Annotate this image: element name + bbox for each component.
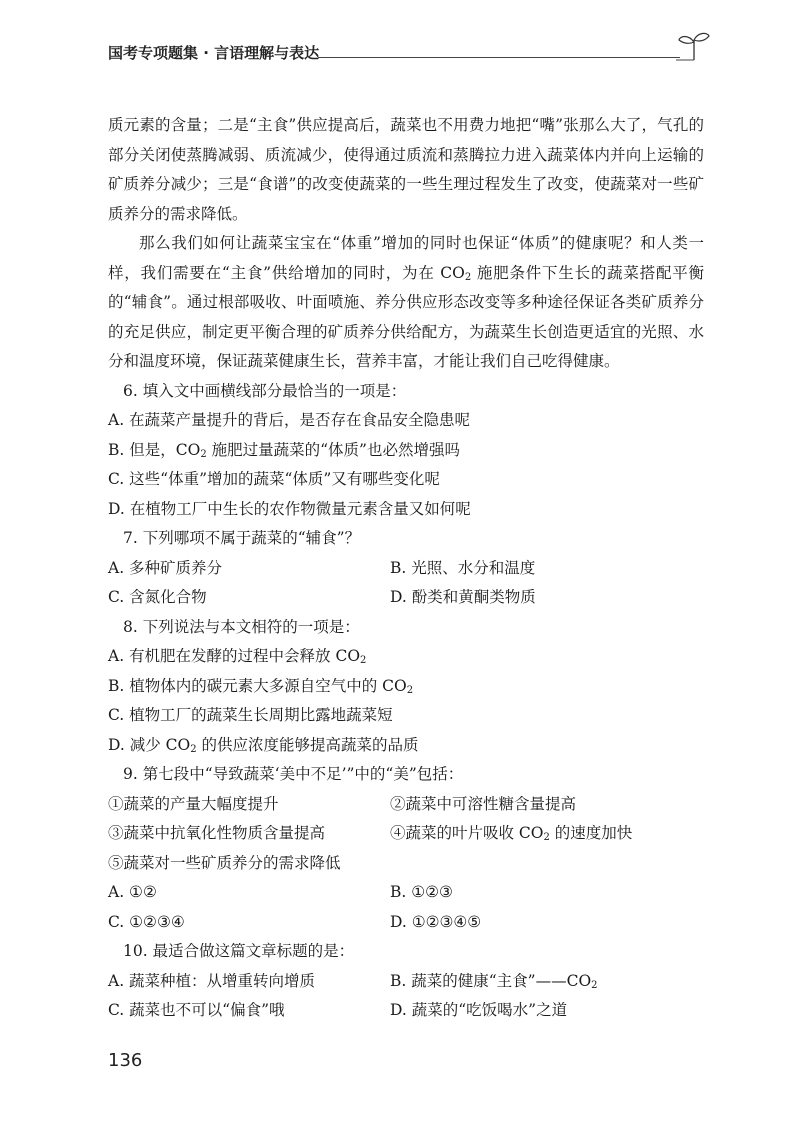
q6-option-b <box>108 436 704 466</box>
sprout-icon <box>676 30 712 62</box>
q8-b-pre: B. 植物体内的碳元素大多源自空气中的 CO <box>108 676 407 695</box>
q10-row-1 <box>108 967 704 997</box>
q10-option-b <box>390 967 672 997</box>
q9-s4-post: 的速度加快 <box>549 824 633 842</box>
q9-statement-5: ⑤蔬菜对一些矿质养分的需求降低 <box>108 853 341 872</box>
q6-option-a: A. 在蔬菜产量提升的背后，是否存在食品安全隐患呢 <box>108 411 471 429</box>
passage-paragraph-2 <box>108 229 704 377</box>
q10-option-c: C. 蔬菜也不可以“偏食”哦 <box>108 1001 285 1019</box>
q7-option-a: A. 多种矿质养分 <box>108 558 223 577</box>
q9-option-d: D. ①②③④⑤ <box>390 912 482 931</box>
q8-option-d <box>108 731 704 761</box>
q8-a-sub: 2 <box>360 655 367 666</box>
p2-text-a: 那么我们如何让蔬菜宝宝在“体重”增加的同时也保证“体质”的健康呢？和人类一样，我们需要在“主食”供给增加的同时，为在 CO <box>108 234 704 282</box>
q9-statement-2: ②蔬菜中可溶性糖含量提高 <box>390 794 577 813</box>
q7-row-2 <box>108 583 704 613</box>
q7-row-1 <box>108 554 704 584</box>
q10-row-2 <box>108 996 704 1026</box>
q10-b-sub: 2 <box>591 979 598 991</box>
q9-option-c: C. ①②③④ <box>108 912 185 931</box>
q6-b-post: 施肥过量蔬菜的“体质”也必然增强吗 <box>206 440 460 459</box>
q9-option-a: A. ①② <box>108 883 157 901</box>
q8-option-a <box>108 642 704 672</box>
q8-option-b <box>108 672 704 702</box>
q9-stem: 9. 第七段中“导致蔬菜‘美中不足’”中的“美”包括： <box>123 765 464 783</box>
page-number: 136 <box>108 1050 143 1071</box>
q10-stem: 10. 最适合做这篇文章标题的是： <box>123 942 355 960</box>
q9-statement-3: ③蔬菜中抗氧化性物质含量提高 <box>108 824 326 842</box>
q9-statement-4 <box>390 819 672 849</box>
q8-a-pre: A. 有机肥在发酵的过程中会释放 CO <box>108 647 361 665</box>
q8-b-sub: 2 <box>406 684 414 696</box>
q7-stem: 7. 下列哪项不属于蔬菜的“辅食”？ <box>123 529 361 547</box>
q8-stem: 8. 下列说法与本文相符的一项是： <box>123 617 360 636</box>
q9-statements-row-1 <box>108 790 704 820</box>
q6-b-sub: 2 <box>200 448 207 460</box>
running-header <box>108 40 708 70</box>
q10-option-d: D. 蔬菜的“吃饭喝水”之道 <box>390 1001 568 1019</box>
q8-option-c: C. 植物工厂的蔬菜生长周期比露地蔬菜短 <box>108 706 393 724</box>
q9-statements-row-2 <box>108 819 704 849</box>
passage-paragraph-1: 质元素的含量；二是“主食”供应提高后，蔬菜也不用费力地把“嘴”张那么大了，气孔的部分关闭使蒸腾减弱、质流减少，使得通过质流和蒸腾拉力进入蔬菜体内并向上运输的矿质养分减少；三是“食谱”的改变使蔬菜的一些生理过程发生了改变，使蔬菜对一些矿质养分的需求降低。 <box>108 116 704 223</box>
q7-option-d: D. 酚类和黄酮类物质 <box>390 588 536 606</box>
header-title: 国考专项题集 · 言语理解与表达 <box>108 44 320 62</box>
q8-d-post: 的供应浓度能够提高蔬菜的品质 <box>196 735 419 754</box>
q6-b-pre: B. 但是，CO <box>108 440 201 459</box>
q9-s4-sub: 2 <box>543 832 550 843</box>
q8-d-pre: D. 减少 CO <box>108 735 191 754</box>
p2-text-b: 施肥条件下生长的蔬菜搭配平衡的“辅食”。通过根部吸收、叶面喷施、养分供应形态改变等多种途径保证各类矿质养分的充足供应，制定更平衡合理的矿质养分供给配方，为蔬菜生长创造更适宜的光照、水分和温度环境，保证蔬菜健康生长，营养丰富，才能让我们自己吃得健康。 <box>108 263 704 370</box>
q8-d-sub: 2 <box>190 743 197 755</box>
q9-options-row-2 <box>108 908 704 938</box>
p2-subscript: 2 <box>464 271 472 283</box>
q9-statement-1: ①蔬菜的产量大幅度提升 <box>108 794 279 813</box>
q10-option-a: A. 蔬菜种植：从增重转向增质 <box>108 971 316 990</box>
q7-option-b: B. 光照、水分和温度 <box>390 558 536 577</box>
q9-option-b: B. ①②③ <box>390 883 453 901</box>
q9-s4-pre: ④蔬菜的叶片吸收 CO <box>390 824 544 842</box>
q10-b-pre: B. 蔬菜的健康“主食”——CO <box>390 971 592 990</box>
q6-option-d: D. 在植物工厂中生长的农作物微量元素含量又如何呢 <box>108 499 471 518</box>
q9-options-row-1 <box>108 878 704 908</box>
q6-stem: 6. 填入文中画横线部分最恰当的一项是： <box>123 381 407 400</box>
q7-option-c: C. 含氮化合物 <box>108 588 207 606</box>
header-rule <box>318 57 680 58</box>
page-content <box>108 111 704 1026</box>
q6-option-c: C. 这些“体重”增加的蔬菜“体质”又有哪些变化呢 <box>108 470 440 488</box>
